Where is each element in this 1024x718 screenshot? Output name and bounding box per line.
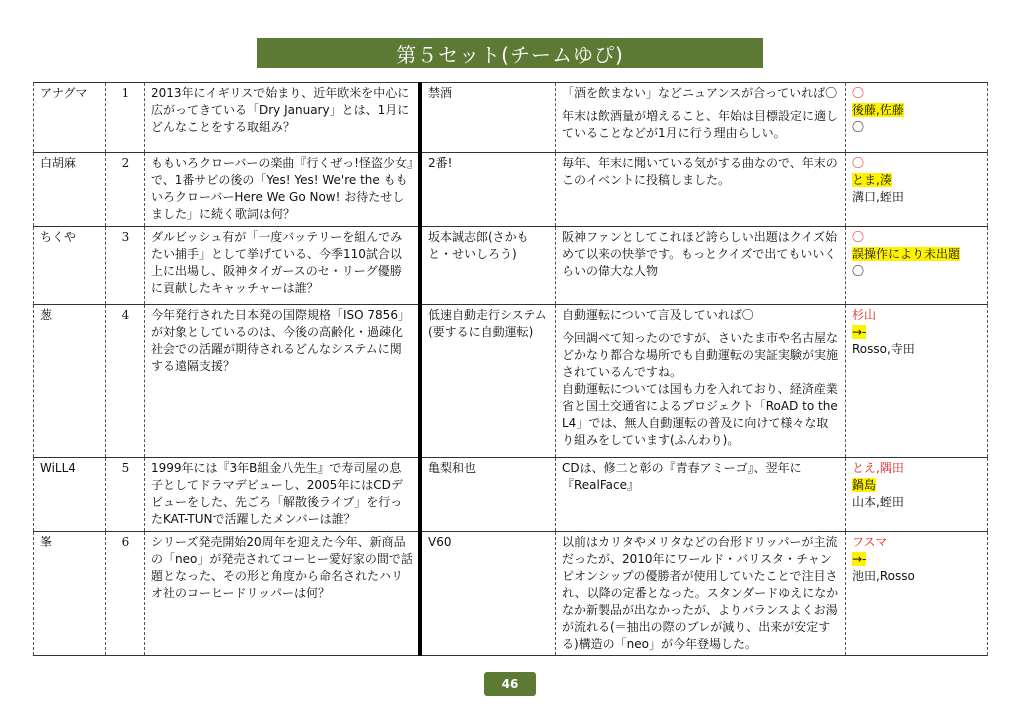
result-line: フスマ xyxy=(852,535,888,549)
author-name: WiLL4 xyxy=(34,458,106,532)
result-line: 溝口,蛭田 xyxy=(852,190,904,204)
result-line: 池田,Rosso xyxy=(852,569,915,583)
comment-line: 今回調べて知ったのですが、さいたま市や名古屋などかなり都合な場所でも自動運転の実証実験が実施されているんですね。 xyxy=(562,331,839,379)
result-line: 杉山 xyxy=(852,308,877,322)
comment-cell xyxy=(556,153,846,227)
result-line: →- xyxy=(852,552,867,566)
result-cell xyxy=(846,458,988,532)
answer-text: V60 xyxy=(420,532,556,656)
comment-line: 年末は飲酒量が増えること、年始は目標設定に適していることなどが1月に行う理由らしい。 xyxy=(562,109,839,140)
result-line: 誤操作により未出題 xyxy=(852,247,961,261)
result-line: →- xyxy=(852,325,867,339)
question-text: ダルビッシュ有が「一度バッテリーを組んでみたい捕手」として挙げている、今季110試合以上に出場し、阪神タイガースのセ・リーグ優勝に貢献したキャッチャーは誰？ xyxy=(145,227,421,305)
author-name: 白胡麻 xyxy=(34,153,106,227)
answer-text: 低速自動走行システム(要するに自動運転) xyxy=(420,305,556,458)
question-text: 1999年には『3年B組金八先生』で寿司屋の息子としてドラマデビューし、2005年にはCDデビューをした、先ごろ「解散後ライブ」を行ったKAT-TUNで活躍したメンバーは誰？ xyxy=(145,458,421,532)
question-number: 1 xyxy=(106,83,145,153)
question-text: 今年発行された日本発の国際規格「ISO 7856」が対象としているのは、今後の高齢化・過疎化社会での活躍が期待されるどんなシステムに関する遠隔支援？ xyxy=(145,305,421,458)
author-name: 峯 xyxy=(34,532,106,656)
question-number: 2 xyxy=(106,153,145,227)
comment-cell xyxy=(556,458,846,532)
result-line: 〇 xyxy=(852,230,865,244)
comment-line: 阪神ファンとしてこれほど誇らしい出題はクイズ始めて以来の快挙です。もっとクイズで出てもいいくらいの偉大な人物 xyxy=(562,230,838,278)
table-row xyxy=(34,458,988,532)
result-line: Rosso,寺田 xyxy=(852,342,915,356)
result-line: 鍋島 xyxy=(852,478,877,492)
comment-line: 自動運転について言及していれば〇 xyxy=(562,308,754,322)
question-number: 4 xyxy=(106,305,145,458)
comment-cell xyxy=(556,305,846,458)
result-line: 〇 xyxy=(852,86,865,100)
result-line: 〇 xyxy=(852,264,865,278)
result-cell xyxy=(846,532,988,656)
question-number: 5 xyxy=(106,458,145,532)
answer-text: 坂本誠志郎(さかもと・せいしろう) xyxy=(420,227,556,305)
section-title: 第５セット(チームゆぴ) xyxy=(257,38,763,68)
answer-text: 禁酒 xyxy=(420,83,556,153)
result-line: 〇 xyxy=(852,120,865,134)
comment-line: 自動運転については国も力を入れており、経済産業省と国土交通省によるプロジェクト「RoAD to the L4」では、無人自動運転の普及に向けて様々な取り組みをしています(ふんわり)。 xyxy=(562,382,838,447)
question-number: 3 xyxy=(106,227,145,305)
question-text: シリーズ発売開始20周年を迎えた今年、新商品の「neo」が発売されてコーヒー愛好家の間で話題となった、その形と角度から命名されたハリオ社のコーヒードリッパーは何？ xyxy=(145,532,421,656)
question-number: 6 xyxy=(106,532,145,656)
result-line: 〇 xyxy=(852,156,865,170)
comment-cell xyxy=(556,227,846,305)
comment-line: 毎年、年末に聞いている気がする曲なので、年末のこのイベントに投稿しました。 xyxy=(562,156,838,187)
question-text: 2013年にイギリスで始まり、近年欧米を中心に広がってきている「Dry January」とは、1月にどんなことをする取組み？ xyxy=(145,83,421,153)
table-row xyxy=(34,83,988,153)
result-cell xyxy=(846,305,988,458)
quiz-table xyxy=(33,82,988,656)
result-line: 後藤,佐藤 xyxy=(852,103,904,117)
table-row xyxy=(34,227,988,305)
answer-text: 2番! xyxy=(420,153,556,227)
result-cell xyxy=(846,153,988,227)
comment-cell xyxy=(556,83,846,153)
comment-line: 「酒を飲まない」などニュアンスが合っていれば〇 xyxy=(562,86,838,100)
table-row xyxy=(34,153,988,227)
question-text: ももいろクローバーの楽曲『行くぜっ!怪盗少女』で、1番サビの後の「Yes! Yes! We're the ももいろクローバーHere We Go Now! お待たせしました」に続く歌詞は何？ xyxy=(145,153,421,227)
author-name: 葱 xyxy=(34,305,106,458)
comment-line: CDは、修二と彰の『青春アミーゴ』、翌年に『RealFace』 xyxy=(562,461,802,492)
answer-text: 亀梨和也 xyxy=(420,458,556,532)
author-name: ちくや xyxy=(34,227,106,305)
result-cell xyxy=(846,83,988,153)
table-row xyxy=(34,305,988,458)
page-number: 46 xyxy=(484,672,536,696)
result-cell xyxy=(846,227,988,305)
result-line: 山本,蛭田 xyxy=(852,495,904,509)
result-line: とま,湊 xyxy=(852,173,892,187)
comment-line: 以前はカリタやメリタなどの台形ドリッパーが主流だったが、2010年にワールド・バリスタ・チャンピオンシップの優勝者が使用していたことで注目され、以降の定番となった。スタンダードゆえになかなか新製品が出なかったが、よりバランスよくお湯が流れる(＝抽出の際のブレが減り、出来が安定する)構造の「neo」が今年登場した。 xyxy=(562,535,839,651)
table-row xyxy=(34,532,988,656)
comment-cell xyxy=(556,532,846,656)
result-line: とえ,隅田 xyxy=(852,461,904,475)
author-name: アナグマ xyxy=(34,83,106,153)
